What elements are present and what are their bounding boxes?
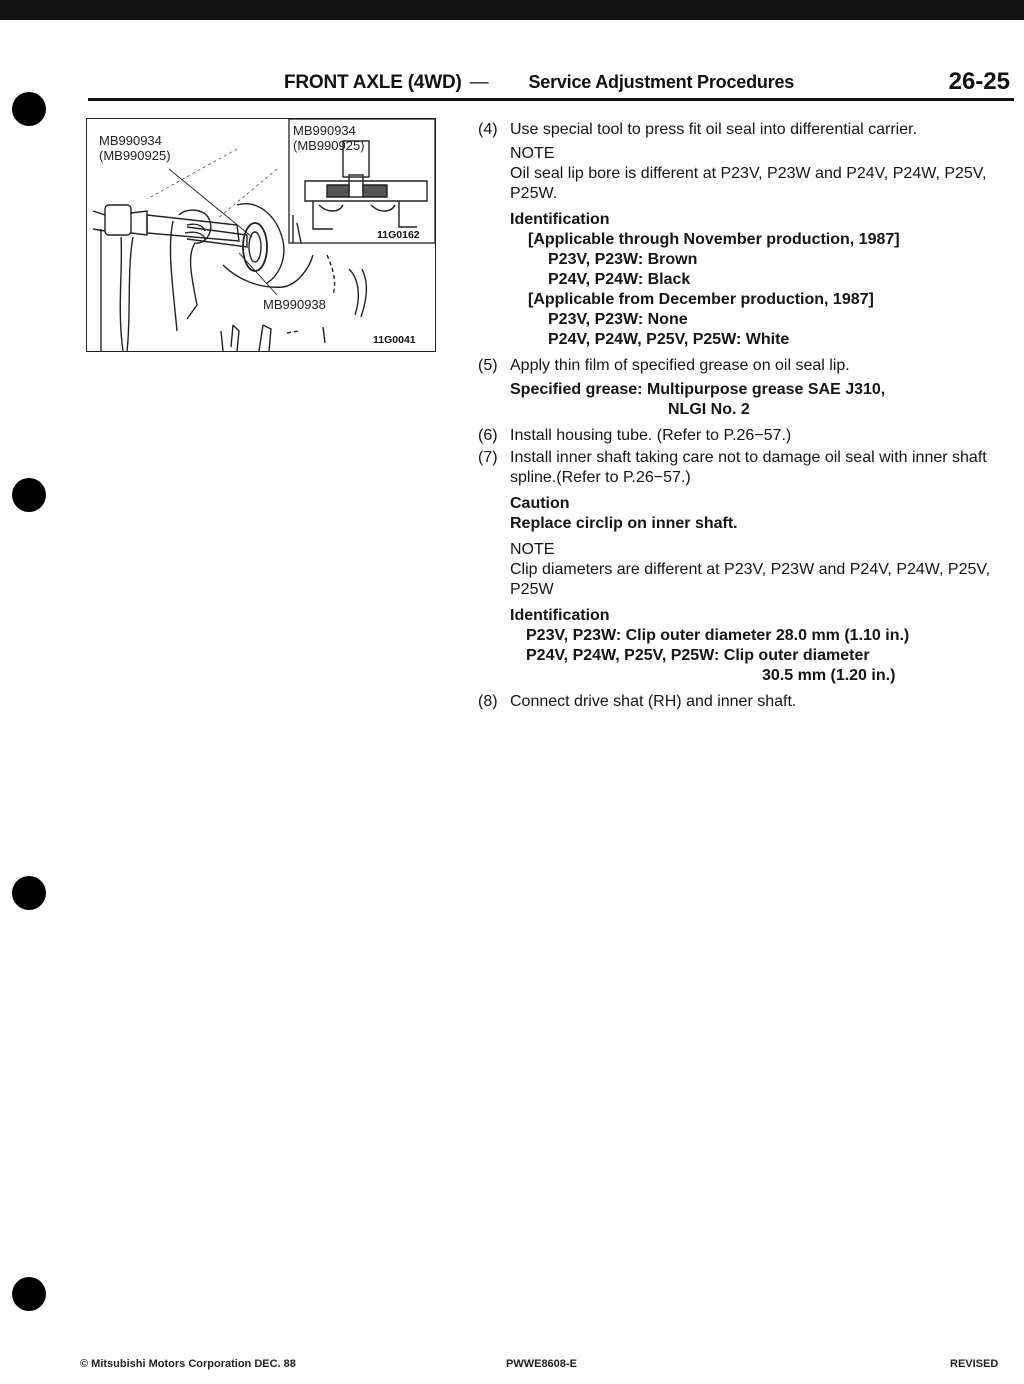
identification-label: Identification: [510, 607, 610, 624]
scan-top-border: [0, 0, 1024, 20]
note-label: NOTE: [510, 145, 555, 162]
note-text: Oil seal lip bore is different at P23V, P23W and P24V, P24W, P25V, P25W.: [510, 165, 987, 202]
identification-line: [Applicable through November production, 1987]: [528, 231, 900, 248]
identification-line: P23V, P23W: Clip outer diameter 28.0 mm (1.10 in.): [526, 627, 910, 644]
figure-label-tool: MB990934: [99, 133, 162, 148]
specified-grease-line: Specified grease: Multipurpose grease SAE J310,: [510, 381, 886, 398]
step-text: Use special tool to press fit oil seal into differential carrier.: [510, 121, 918, 138]
caution-label: Caution: [510, 495, 570, 512]
identification-line: 30.5 mm (1.20 in.): [762, 667, 896, 684]
step-number: (5): [478, 357, 498, 374]
identification-line: P24V, P24W: Black: [548, 271, 691, 288]
page-number: 26-25: [948, 68, 1010, 95]
binder-hole: [12, 876, 46, 910]
binder-hole: [12, 1277, 46, 1311]
binder-hole: [12, 92, 46, 126]
figure-label-tool-alt: (MB990925): [99, 148, 171, 163]
step-8: [478, 692, 1014, 712]
oil-seal-installation-figure: [86, 118, 436, 352]
inset-figure-code: 11G0162: [377, 229, 420, 241]
step-number: (4): [478, 121, 498, 138]
header-title: [284, 72, 794, 94]
figure-label-installer: MB990938: [263, 297, 326, 312]
procedure-steps: [478, 120, 1014, 716]
identification-label: Identification: [510, 211, 610, 228]
inset-label-tool-alt: (MB990925): [293, 138, 365, 153]
title-separator: —: [469, 72, 489, 93]
note-label: NOTE: [510, 541, 555, 558]
step-7: [478, 448, 1014, 488]
step-text: Apply thin film of specified grease on oil seal lip.: [510, 357, 850, 374]
main-figure-code: 11G0041: [373, 334, 416, 346]
identification-line: P24V, P24W, P25V, P25W: White: [548, 331, 790, 348]
step-number: (7): [478, 449, 498, 466]
binder-hole: [12, 478, 46, 512]
caution-text: Replace circlip on inner shaft.: [510, 515, 738, 532]
footer-copyright: © Mitsubishi Motors Corporation DEC. 88: [80, 1358, 296, 1370]
footer-revision-status: REVISED: [950, 1358, 999, 1370]
step-text: Install inner shaft taking care not to damage oil seal with inner shaft spline.(Refer to P.26−57.): [510, 449, 987, 486]
step-text: Install housing tube. (Refer to P.26−57.): [510, 427, 792, 444]
note-text: Clip diameters are different at P23V, P23W and P24V, P24W, P25V, P25W: [510, 561, 991, 598]
step-4: [478, 120, 1014, 140]
step-number: (8): [478, 693, 498, 710]
step-5: [478, 356, 1014, 376]
step-text: Connect drive shat (RH) and inner shaft.: [510, 693, 797, 710]
footer-document-code: PWWE8608-E: [506, 1358, 577, 1370]
identification-line: P23V, P23W: None: [548, 311, 688, 328]
page-header: [88, 66, 1014, 101]
step-number: (6): [478, 427, 498, 444]
section-subtitle: Service Adjustment Procedures: [528, 72, 795, 92]
step-6: [478, 426, 1014, 446]
section-title: FRONT AXLE (4WD): [284, 72, 462, 93]
identification-line: P23V, P23W: Brown: [548, 251, 698, 268]
identification-line: [Applicable from December production, 1987]: [528, 291, 874, 308]
specified-grease-line: NLGI No. 2: [668, 401, 750, 418]
inset-label-tool: MB990934: [293, 123, 356, 138]
identification-line: P24V, P24W, P25V, P25W: Clip outer diameter: [526, 647, 870, 664]
